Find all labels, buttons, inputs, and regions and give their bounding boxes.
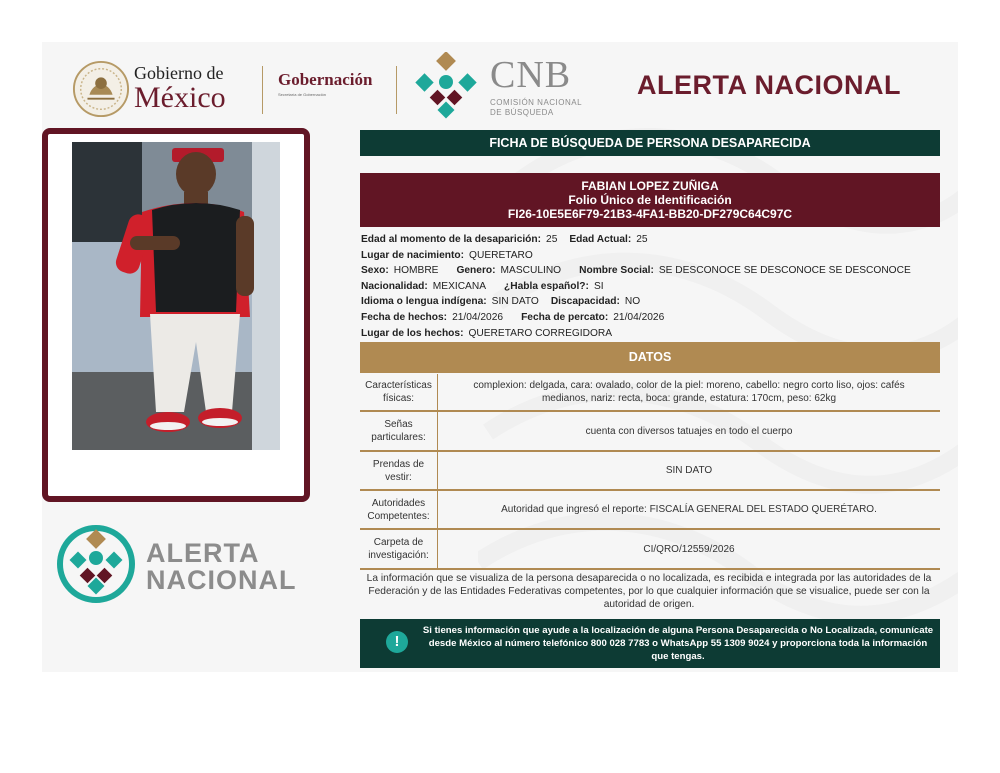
gov-line2: México bbox=[134, 81, 226, 114]
logo-divider bbox=[262, 66, 263, 114]
cnb-logo-icon bbox=[412, 52, 482, 122]
nacimiento-value: QUERETARO bbox=[469, 249, 533, 261]
fecha-hechos-label: Fecha de hechos: bbox=[361, 311, 448, 323]
datos-label: Prendas de vestir: bbox=[360, 452, 438, 489]
datos-table bbox=[360, 374, 940, 570]
logo-text-line1: ALERTA bbox=[146, 538, 260, 568]
info-row bbox=[361, 263, 941, 279]
datos-label: Carpeta de investigación: bbox=[360, 530, 438, 568]
fecha-percato-value: 21/04/2026 bbox=[613, 311, 665, 323]
alert-title: ALERTA NACIONAL bbox=[637, 70, 901, 100]
datos-row bbox=[360, 491, 940, 530]
discapacidad-value: NO bbox=[624, 296, 641, 308]
cnb-logo-text bbox=[490, 56, 582, 117]
datos-value: cuenta con diversos tatuajes en todo el cuerpo bbox=[585, 425, 793, 437]
folio-label: Folio Único de Identificación bbox=[568, 193, 732, 207]
lugar-hechos-label: Lugar de los hechos: bbox=[361, 327, 464, 339]
info-row bbox=[361, 232, 941, 248]
gobernacion-logo bbox=[278, 70, 372, 97]
fecha-hechos-value: 21/04/2026 bbox=[452, 311, 504, 323]
info-row bbox=[361, 248, 941, 264]
nombre-social-label: Nombre Social: bbox=[579, 265, 654, 277]
nacimiento-label: Lugar de nacimiento: bbox=[361, 249, 465, 261]
nombre-social-value: SE DESCONOCE SE DESCONOCE SE DESCONOCE bbox=[658, 265, 911, 277]
fecha-percato-label: Fecha de percato: bbox=[521, 311, 609, 323]
person-photo bbox=[72, 142, 280, 450]
info-row bbox=[361, 310, 941, 326]
espanol-value: SI bbox=[593, 280, 604, 292]
person-name: FABIAN LOPEZ ZUÑIGA bbox=[581, 179, 719, 193]
edad-actual-value: 25 bbox=[636, 234, 648, 245]
cnb-long-1: COMISIÓN NACIONAL bbox=[490, 98, 583, 107]
exclamation-icon: ! bbox=[386, 631, 408, 653]
person-name-box bbox=[360, 173, 940, 227]
genero-label: Genero: bbox=[456, 265, 496, 277]
person-info bbox=[361, 232, 941, 341]
gobernacion-subtitle: Secretaría de Gobernación bbox=[278, 92, 327, 97]
genero-value: MASCULINO bbox=[500, 265, 562, 277]
info-row bbox=[361, 294, 941, 310]
edad-value: 25 bbox=[546, 234, 558, 245]
lugar-hechos-value: QUERETARO CORREGIDORA bbox=[468, 327, 613, 339]
nacionalidad-value: MEXICANA bbox=[432, 280, 487, 292]
folio-id: FI26-10E5E6F79-21B3-4FA1-BB20-DF279C64C97C bbox=[507, 207, 793, 221]
contact-text: Si tienes información que ayude a la localización de alguna Persona Desaparecida o No Localizada, comunícate desde México al número telefónico 800 028 7783 o WhatsApp 55 1309 9024 y proporciona toda la información que tengas. bbox=[422, 625, 934, 662]
logo-divider bbox=[396, 66, 397, 114]
contact-box bbox=[360, 619, 940, 668]
national-seal-icon bbox=[72, 60, 130, 118]
idioma-value: SIN DATO bbox=[491, 296, 539, 308]
nacionalidad-label: Nacionalidad: bbox=[361, 280, 428, 292]
gov-line1: Gobierno de bbox=[134, 63, 224, 83]
datos-value: complexion: delgada, cara: ovalado, color de la piel: moreno, cabello: negro corto liso, ojos: cafés medianos, nariz: recta, boca: grande, estatura: 170cm, peso: 62kg bbox=[473, 380, 905, 404]
cnb-long-2: DE BÚSQUEDA bbox=[490, 108, 554, 117]
datos-value: CI/QRO/12559/2026 bbox=[643, 543, 735, 555]
datos-label: Autoridades Competentes: bbox=[360, 491, 438, 528]
gobierno-mexico-logo bbox=[134, 64, 226, 113]
espanol-label: ¿Habla español?: bbox=[504, 280, 589, 292]
datos-row bbox=[360, 530, 940, 570]
edad-label: Edad al momento de la desaparición: bbox=[361, 234, 542, 245]
sexo-value: HOMBRE bbox=[393, 265, 439, 277]
idioma-label: Idioma o lengua indígena: bbox=[361, 296, 487, 308]
datos-value: Autoridad que ingresó el reporte: FISCALÍA GENERAL DEL ESTADO QUERÉTARO. bbox=[501, 504, 877, 515]
datos-label: Características físicas: bbox=[360, 374, 438, 410]
info-row bbox=[361, 279, 941, 295]
gobernacion-title: Gobernación bbox=[278, 70, 373, 89]
datos-row bbox=[360, 452, 940, 491]
info-row bbox=[361, 326, 941, 342]
alert-sheet bbox=[42, 42, 958, 672]
edad-actual-label: Edad Actual: bbox=[569, 234, 632, 245]
logo-text-line2: NACIONAL bbox=[146, 565, 297, 595]
discapacidad-label: Discapacidad: bbox=[550, 296, 620, 308]
disclaimer-note: La información que se visualiza de la persona desaparecida o no localizada, es recibida e integrada por las autoridades de la Federación y de las Entidades Federativas competentes, por lo que cualquier información que se visualice, puede ser con la autoridad de origen. bbox=[366, 573, 932, 610]
photo-frame bbox=[42, 128, 310, 502]
cnb-short: CNB bbox=[490, 54, 572, 96]
datos-title-bar: DATOS bbox=[360, 342, 940, 373]
datos-value: SIN DATO bbox=[665, 465, 713, 476]
datos-row bbox=[360, 412, 940, 452]
ficha-title-bar: FICHA DE BÚSQUEDA DE PERSONA DESAPARECIDA bbox=[360, 130, 940, 156]
datos-label: Señas particulares: bbox=[360, 412, 438, 450]
alerta-nacional-logo-text bbox=[146, 540, 297, 594]
alerta-nacional-logo-icon bbox=[56, 522, 136, 606]
datos-row bbox=[360, 374, 940, 412]
sexo-label: Sexo: bbox=[361, 265, 389, 277]
